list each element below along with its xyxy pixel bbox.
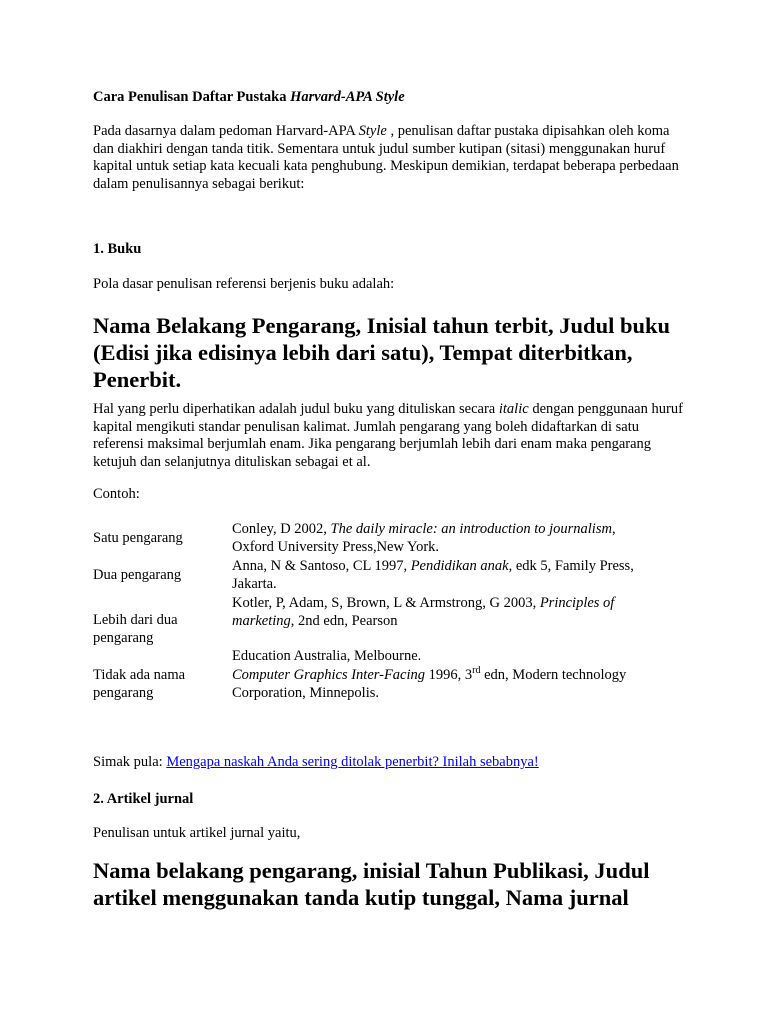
ref-text: , Oxford University Press,New York.	[232, 521, 616, 555]
example-label: Tidak ada nama pengarang	[93, 667, 186, 701]
ref-italic: Pendidikan anak	[410, 558, 509, 574]
ref-italic: Computer Graphics Inter-Facing	[232, 667, 426, 683]
section2-heading: 2. Artikel jurnal	[93, 791, 194, 807]
example-reference	[232, 558, 652, 593]
ref-text: Conley, D 2002,	[232, 521, 331, 537]
simak-pula	[93, 754, 693, 772]
ref-text: , 2nd edn, Pearson	[290, 612, 398, 629]
example-reference	[232, 595, 652, 630]
contoh-label: Contoh:	[93, 486, 140, 502]
simak-link[interactable]: Mengapa naskah Anda sering ditolak penerbit? Inilah sebabnya!	[166, 754, 539, 770]
note-text-2: dengan penggunaan huruf kapital mengikuti standar penulisan kalimat. Jumlah pengarang yang boleh didaftarkan di satu referensi maksimal berjumlah enam. Jika pengarang berjumlah lebih dari enam maka pengarang ketujuh dan selanjutnya dituliskan sebagai et al.	[93, 401, 683, 470]
section1-pattern: Nama Belakang Pengarang, Inisial tahun terbit, Judul buku (Edisi jika edisinya lebih dari satu), Tempat diterbitkan, Penerbit.	[93, 313, 671, 392]
example-label: Satu pengarang	[93, 530, 183, 546]
section1-heading: 1. Buku	[93, 241, 142, 257]
ref-text: Anna, N & Santoso, CL 1997,	[232, 558, 411, 574]
ref-text: , edk 5, Family Press, Jakarta.	[232, 558, 634, 592]
example-reference	[232, 521, 652, 556]
section1-pattern-intro: Pola dasar penulisan referensi berjenis buku adalah:	[93, 276, 395, 292]
example-label: Dua pengarang	[93, 567, 182, 583]
intro-text-1: Pada dasarnya dalam pedoman Harvard-APA	[93, 123, 359, 139]
intro-paragraph	[93, 123, 693, 193]
section2-pattern: Nama belakang pengarang, inisial Tahun Publikasi, Judul artikel menggunakan tanda kutip tunggal, Nama jurnal	[93, 858, 650, 910]
example-reference-continuation: Education Australia, Melbourne.	[232, 648, 422, 664]
title-italic-text: Harvard-APA Style	[290, 89, 405, 105]
document-title	[93, 89, 693, 107]
ref-italic: Principles of marketing	[232, 595, 615, 629]
ref-italic: The daily miracle: an introduction to journalism	[330, 521, 612, 537]
example-label: Lebih dari dua pengarang	[93, 612, 178, 646]
title-text: Cara Penulisan Daftar Pustaka	[93, 89, 291, 105]
simak-prefix: Simak pula:	[93, 754, 167, 770]
intro-italic: Style	[358, 123, 387, 139]
intro-text-2: , penulisan daftar pustaka dipisahkan oleh koma dan diakhiri dengan tanda titik. Sementara untuk judul sumber kutipan (sitasi) menggunakan huruf kapital untuk setiap kata kecuali kata penghubung. Meskipun demikian, terdapat beberapa perbedaan dalam penulisannya sebagai berikut:	[93, 123, 679, 192]
ref-text: edn, Modern technology Corporation, Minnepolis.	[232, 667, 627, 701]
note-text-1: Hal yang perlu diperhatikan adalah judul buku yang dituliskan secara	[93, 401, 499, 417]
example-reference	[232, 667, 652, 702]
ref-superscript: rd	[472, 665, 481, 677]
section2-intro: Penulisan untuk artikel jurnal yaitu,	[93, 825, 301, 841]
ref-text: 1996, 3	[425, 667, 473, 683]
note-italic: italic	[498, 401, 529, 417]
ref-text: Kotler, P, Adam, S, Brown, L & Armstrong, G 2003,	[232, 595, 540, 611]
section1-note	[93, 401, 693, 471]
